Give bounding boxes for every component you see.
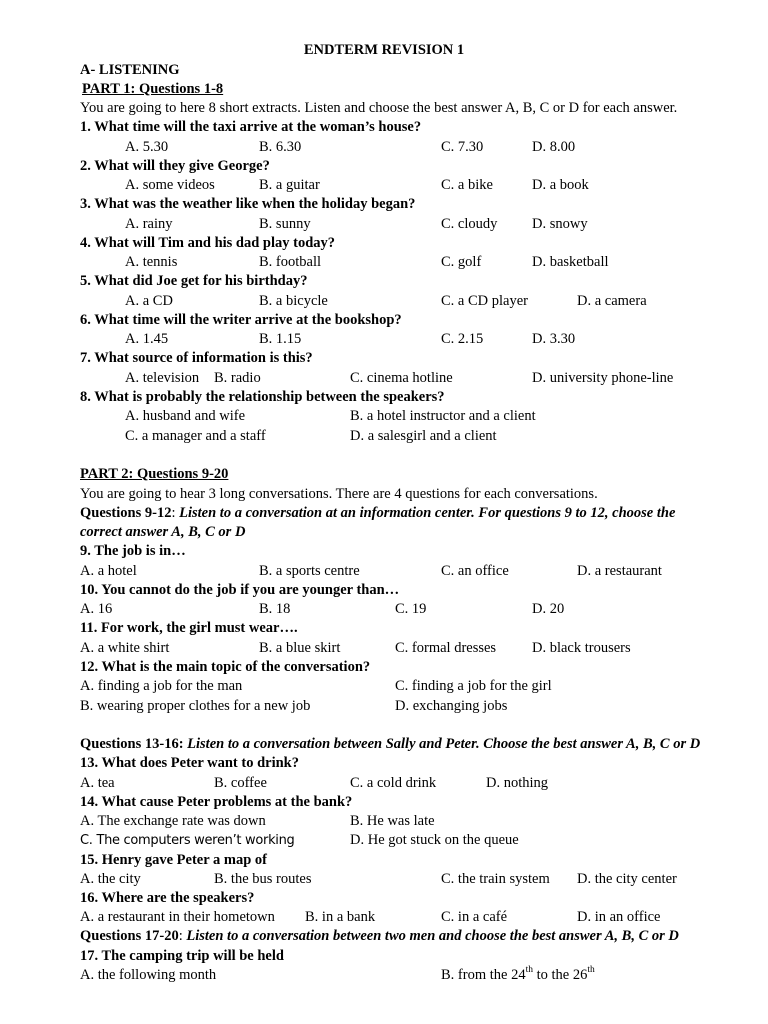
- option-a: A. television: [125, 370, 200, 386]
- question-text: 7. What source of information is this?: [80, 350, 313, 366]
- group-instruction-line: [0, 927, 768, 946]
- group-label: Questions 17-20: [80, 928, 179, 944]
- option-c: C. The computers weren’t working: [80, 833, 295, 848]
- option-c: C. in a café: [441, 909, 508, 925]
- option-b: B. 1.15: [259, 331, 302, 347]
- option-c: C. cloudy: [441, 216, 498, 232]
- option-b-text: B. from the 24: [441, 967, 526, 983]
- question-line: [0, 118, 768, 137]
- option-c: C. a manager and a staff: [125, 428, 266, 444]
- question-line: [0, 349, 768, 368]
- option-a: A. the city: [80, 871, 141, 887]
- question-text: 16. Where are the speakers?: [80, 890, 255, 906]
- question-text: 6. What time will the writer arrive at the bookshop?: [80, 312, 402, 328]
- option-b: B. a bicycle: [259, 293, 328, 309]
- group-instruction-line: [0, 735, 768, 754]
- option-c: C. 19: [395, 601, 427, 617]
- option-c: C. a cold drink: [350, 775, 437, 791]
- options-line: [0, 562, 768, 581]
- part1-instructions-line: [0, 99, 768, 118]
- option-a: A. 16: [80, 601, 113, 617]
- question-text: 9. The job is in…: [80, 543, 186, 559]
- ordinal-suffix: th: [525, 965, 533, 976]
- option-a: A. 5.30: [125, 139, 169, 155]
- option-b: B. a blue skirt: [259, 640, 341, 656]
- options-line: [0, 600, 768, 619]
- option-b: B. a hotel instructor and a client: [350, 408, 536, 424]
- option-d: D. a salesgirl and a client: [350, 428, 497, 444]
- option-c: C. a bike: [441, 177, 493, 193]
- question-line: [0, 889, 768, 908]
- option-c: C. formal dresses: [395, 640, 497, 656]
- option-b-text: to the 26: [532, 967, 588, 983]
- option-d: D. a restaurant: [577, 563, 662, 579]
- part1-heading: PART 1: Questions 1-8: [82, 81, 224, 97]
- group-instruction-text: correct answer A, B, C or D: [80, 524, 246, 540]
- options-line: [0, 292, 768, 311]
- question-line: [0, 195, 768, 214]
- options-line: [0, 870, 768, 889]
- option-a: A. a restaurant in their hometown: [80, 909, 275, 925]
- question-text: 15. Henry gave Peter a map of: [80, 852, 267, 868]
- option-a: A. a CD: [125, 293, 173, 309]
- question-text: 13. What does Peter want to drink?: [80, 755, 299, 771]
- option-b: B. 6.30: [259, 139, 302, 155]
- option-a: A. rainy: [125, 216, 173, 232]
- option-c: C. 2.15: [441, 331, 484, 347]
- option-d: D. 3.30: [532, 331, 576, 347]
- options-line: [0, 966, 768, 985]
- option-d: D. in an office: [577, 909, 661, 925]
- options-line: [0, 908, 768, 927]
- option-a: A. husband and wife: [125, 408, 246, 424]
- section-heading: A- LISTENING: [80, 62, 180, 78]
- option-b: B. radio: [214, 370, 261, 386]
- option-d: D. 20: [532, 601, 565, 617]
- option-b: B. He was late: [350, 813, 435, 829]
- part2-instructions: You are going to hear 3 long conversations. There are 4 questions for each conversations.: [80, 486, 598, 502]
- group-instruction-text: Listen to a conversation between two men and choose the best answer A, B, C or D: [186, 928, 679, 944]
- options-line: [0, 639, 768, 658]
- question-text: 4. What will Tim and his dad play today?: [80, 235, 336, 251]
- option-a: A. the following month: [80, 967, 217, 983]
- question-line: [0, 542, 768, 561]
- group-label: Questions 9-12: [80, 505, 172, 521]
- options-line: [0, 677, 768, 696]
- options-line: [0, 831, 768, 850]
- ordinal-suffix: th: [587, 965, 595, 976]
- option-d: D. He got stuck on the queue: [350, 832, 519, 848]
- option-a: A. some videos: [125, 177, 215, 193]
- option-c: C. an office: [441, 563, 509, 579]
- option-a: A. finding a job for the man: [80, 678, 243, 694]
- option-b: B. coffee: [214, 775, 267, 791]
- document-title: ENDTERM REVISION 1: [303, 42, 465, 58]
- group-label: Questions 13-16:: [80, 736, 184, 752]
- question-line: [0, 388, 768, 407]
- option-b: B. 18: [259, 601, 291, 617]
- question-text: 12. What is the main topic of the conversation?: [80, 659, 371, 675]
- option-b: B. sunny: [259, 216, 311, 232]
- options-line: [0, 774, 768, 793]
- question-text: 5. What did Joe get for his birthday?: [80, 273, 308, 289]
- option-d: D. a camera: [577, 293, 647, 309]
- options-line: [0, 697, 768, 716]
- option-d: D. black trousers: [532, 640, 631, 656]
- option-b: [441, 966, 595, 985]
- option-d: D. exchanging jobs: [395, 698, 508, 714]
- group-instruction: Questions 17-20: Listen to a conversation between two men and choose the best answer A, B, C or D: [80, 928, 679, 944]
- question-text: 14. What cause Peter problems at the bank?: [80, 794, 353, 810]
- group-instruction-text: Listen to a conversation at an information center. For questions 9 to 12, choose the: [179, 505, 676, 521]
- options-line: [0, 330, 768, 349]
- question-line: [0, 851, 768, 870]
- option-a: A. 1.45: [125, 331, 169, 347]
- option-b: B. the bus routes: [214, 871, 312, 887]
- options-line: [0, 427, 768, 446]
- option-d: D. the city center: [577, 871, 677, 887]
- option-b: B. wearing proper clothes for a new job: [80, 698, 311, 714]
- options-line: [0, 407, 768, 426]
- section-heading-line: [0, 61, 768, 80]
- option-d: D. snowy: [532, 216, 588, 232]
- question-line: [0, 619, 768, 638]
- question-text: 10. You cannot do the job if you are younger than…: [80, 582, 400, 598]
- question-text: 17. The camping trip will be held: [80, 948, 284, 964]
- options-line: [0, 215, 768, 234]
- option-d: D. nothing: [486, 775, 549, 791]
- question-line: [0, 311, 768, 330]
- part2-instructions-line: [0, 485, 768, 504]
- question-line: [0, 754, 768, 773]
- part1-instructions: You are going to here 8 short extracts. Listen and choose the best answer A, B, C or D for each answer.: [80, 100, 678, 116]
- options-line: [0, 253, 768, 272]
- question-line: [0, 157, 768, 176]
- options-line: [0, 812, 768, 831]
- part2-heading: PART 2: Questions 9-20: [80, 466, 229, 482]
- question-line: [0, 581, 768, 600]
- group-instruction-text: Listen to a conversation between Sally and Peter. Choose the best answer A, B, C or D: [187, 736, 701, 752]
- option-c: C. finding a job for the girl: [395, 678, 552, 694]
- question-line: [0, 658, 768, 677]
- option-c: C. cinema hotline: [350, 370, 453, 386]
- question-line: [0, 793, 768, 812]
- question-text: 11. For work, the girl must wear….: [80, 620, 298, 636]
- option-a: A. a white shirt: [80, 640, 170, 656]
- group-instruction-line: [0, 504, 768, 523]
- option-b: B. a sports centre: [259, 563, 360, 579]
- question-line: [0, 272, 768, 291]
- option-c: C. the train system: [441, 871, 550, 887]
- option-b: B. football: [259, 254, 322, 270]
- group-instruction: Questions 9-12: Listen to a conversation at an information center. For questions 9 to 12, choose the: [80, 505, 676, 521]
- part2-heading-line: [0, 465, 768, 484]
- question-line: [0, 947, 768, 966]
- options-line: [0, 369, 768, 388]
- options-line: [0, 176, 768, 195]
- group-instruction: [80, 735, 700, 754]
- option-a: A. a hotel: [80, 563, 137, 579]
- option-d: D. basketball: [532, 254, 609, 270]
- option-d: D. university phone-line: [532, 370, 674, 386]
- option-a: A. The exchange rate was down: [80, 813, 266, 829]
- option-d: D. 8.00: [532, 139, 576, 155]
- option-c: C. 7.30: [441, 139, 484, 155]
- option-c: C. a CD player: [441, 293, 528, 309]
- option-c: C. golf: [441, 254, 482, 270]
- question-line: [0, 234, 768, 253]
- option-a: A. tea: [80, 775, 115, 791]
- options-line: [0, 138, 768, 157]
- question-text: 3. What was the weather like when the holiday began?: [80, 196, 416, 212]
- group-instruction-line: [0, 523, 768, 542]
- question-text: 1. What time will the taxi arrive at the woman’s house?: [80, 119, 422, 135]
- option-b: B. in a bank: [305, 909, 376, 925]
- question-text: 2. What will they give George?: [80, 158, 270, 174]
- option-b: B. a guitar: [259, 177, 320, 193]
- option-d: D. a book: [532, 177, 589, 193]
- question-text: 8. What is probably the relationship between the speakers?: [80, 389, 445, 405]
- option-a: A. tennis: [125, 254, 178, 270]
- part1-heading-line: [0, 80, 768, 99]
